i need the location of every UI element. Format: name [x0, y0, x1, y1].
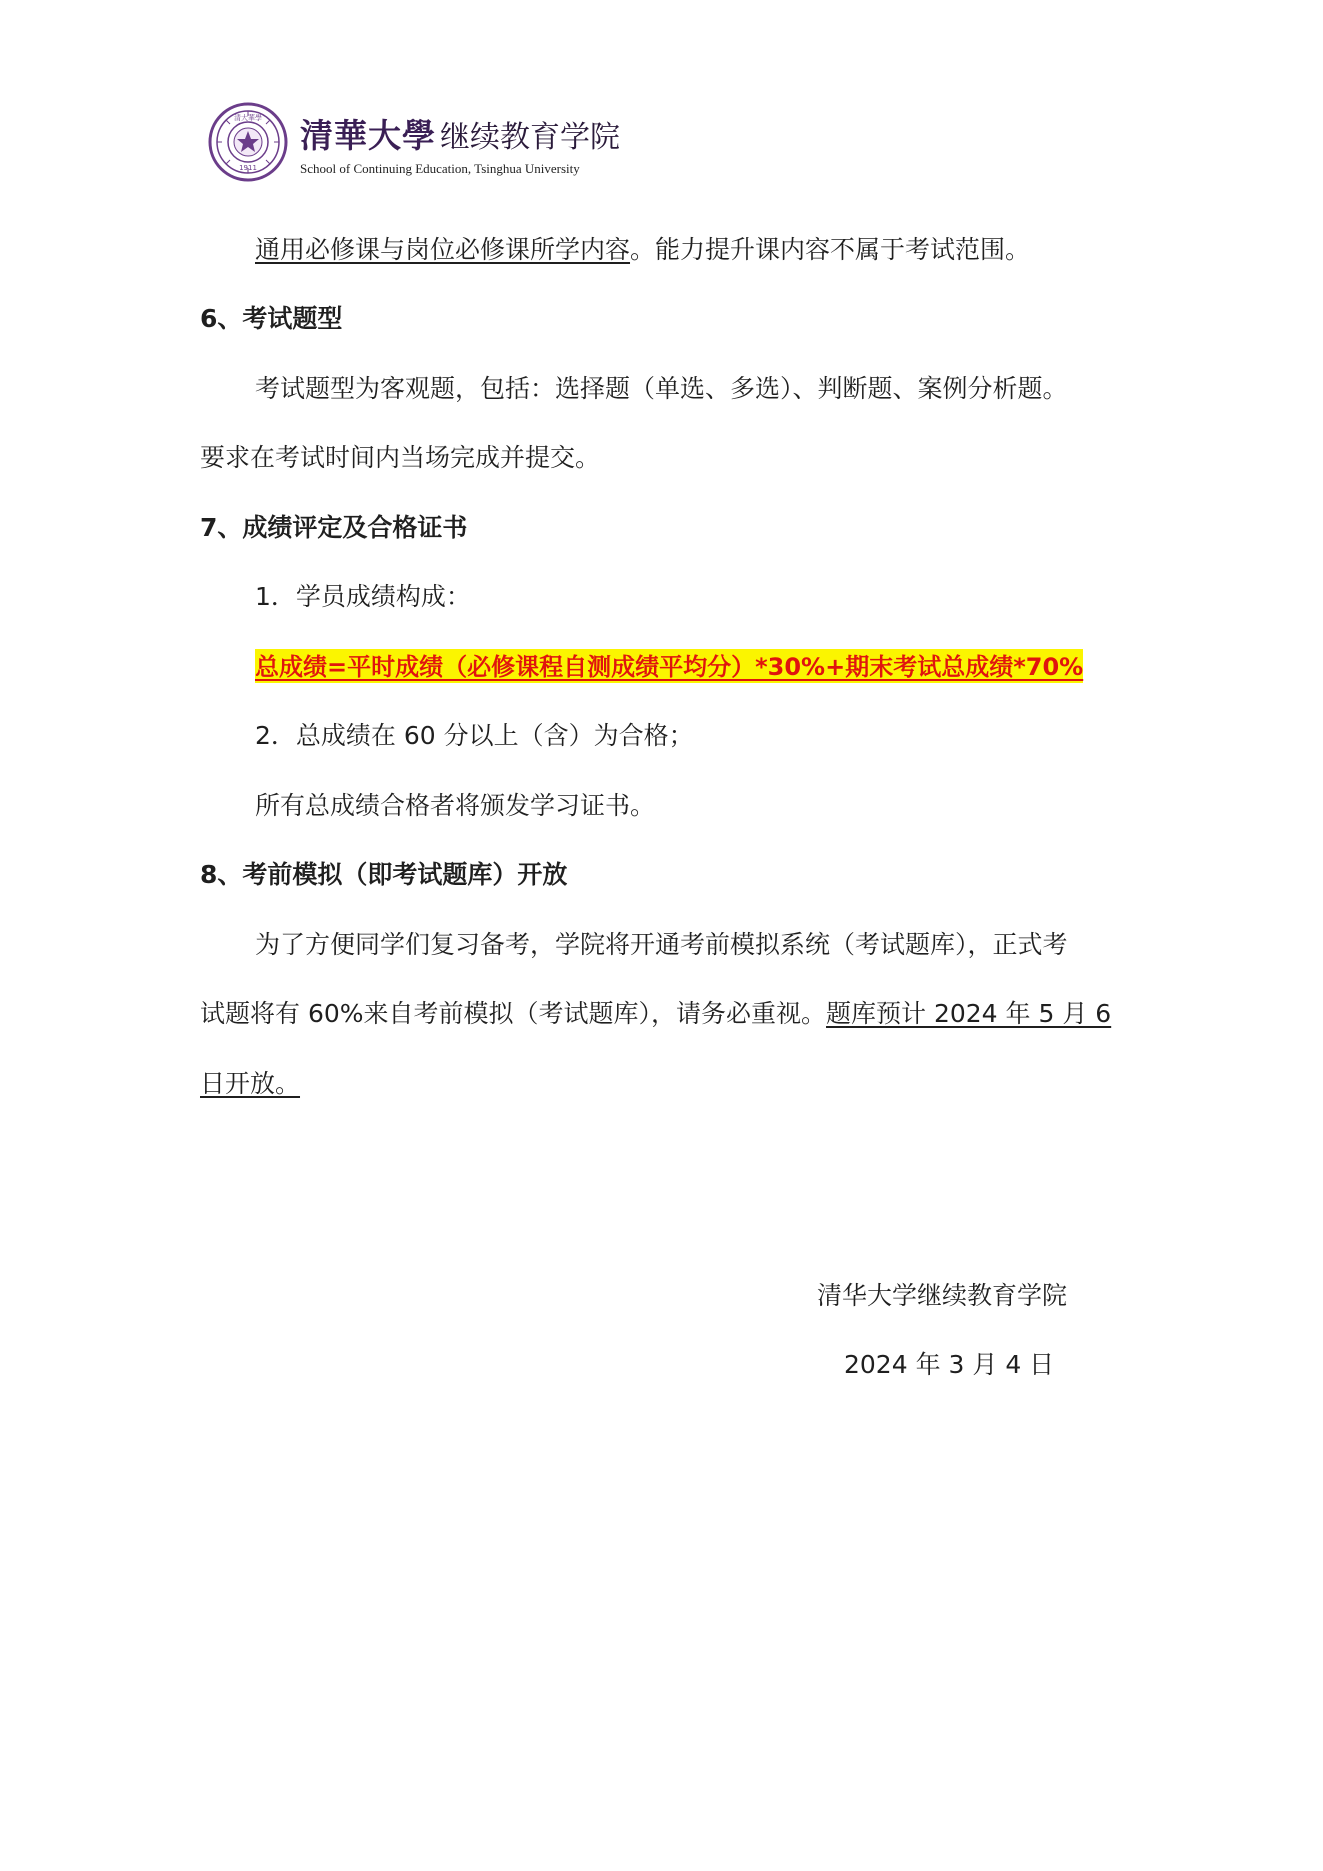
signature-org: 清华大学继续教育学院 [817, 1281, 1068, 1310]
brand-block [300, 110, 620, 177]
paragraph-line: 要求在考试时间内当场完成并提交。 [200, 443, 601, 472]
underlined-text: 题库预计 2024 年 5 月 6 [826, 999, 1112, 1028]
paragraph-line [200, 1067, 300, 1101]
paragraph-line [255, 233, 1030, 267]
university-name-cn: 清華大學 [300, 116, 436, 155]
section-heading: 7、成绩评定及合格证书 [200, 513, 468, 542]
paragraph-line [200, 997, 1111, 1031]
signature-date: 2024 年 3 月 4 日 [844, 1350, 1055, 1379]
text: 。能力提升课内容不属于考试范围。 [630, 235, 1031, 264]
paragraph-line: 所有总成绩合格者将颁发学习证书。 [255, 791, 656, 820]
paragraph-line: 考试题型为客观题，包括：选择题（单选、多选）、判断题、案例分析题。 [255, 374, 1068, 403]
score-formula: 总成绩=平时成绩（必修课程自测成绩平均分）*30%+期末考试总成绩*70% [255, 649, 1083, 683]
school-name-cn: 继续教育学院 [440, 120, 620, 155]
paragraph-line: 为了方便同学们复习备考，学院将开通考前模拟系统（考试题库），正式考 [255, 930, 1068, 959]
highlighted-formula-line [255, 650, 1083, 684]
list-item: 2．总成绩在 60 分以上（含）为合格； [255, 721, 694, 750]
section-heading: 6、考试题型 [200, 304, 343, 333]
text: 试题将有 60%来自考前模拟（考试题库），请务必重视。 [200, 999, 827, 1028]
tsinghua-seal-icon [208, 102, 288, 182]
section-heading: 8、考前模拟（即考试题库）开放 [200, 860, 568, 889]
seal-top-text: 清大華學 [234, 114, 262, 122]
school-name-en: School of Continuing Education, Tsinghua University [300, 161, 580, 176]
list-item: 1．学员成绩构成： [255, 582, 471, 611]
underlined-text: 日开放。 [200, 1069, 301, 1098]
letterhead [208, 102, 628, 184]
seal-year-text: 1911 [239, 164, 257, 172]
underlined-text: 通用必修课与岗位必修课所学内容 [255, 235, 631, 264]
